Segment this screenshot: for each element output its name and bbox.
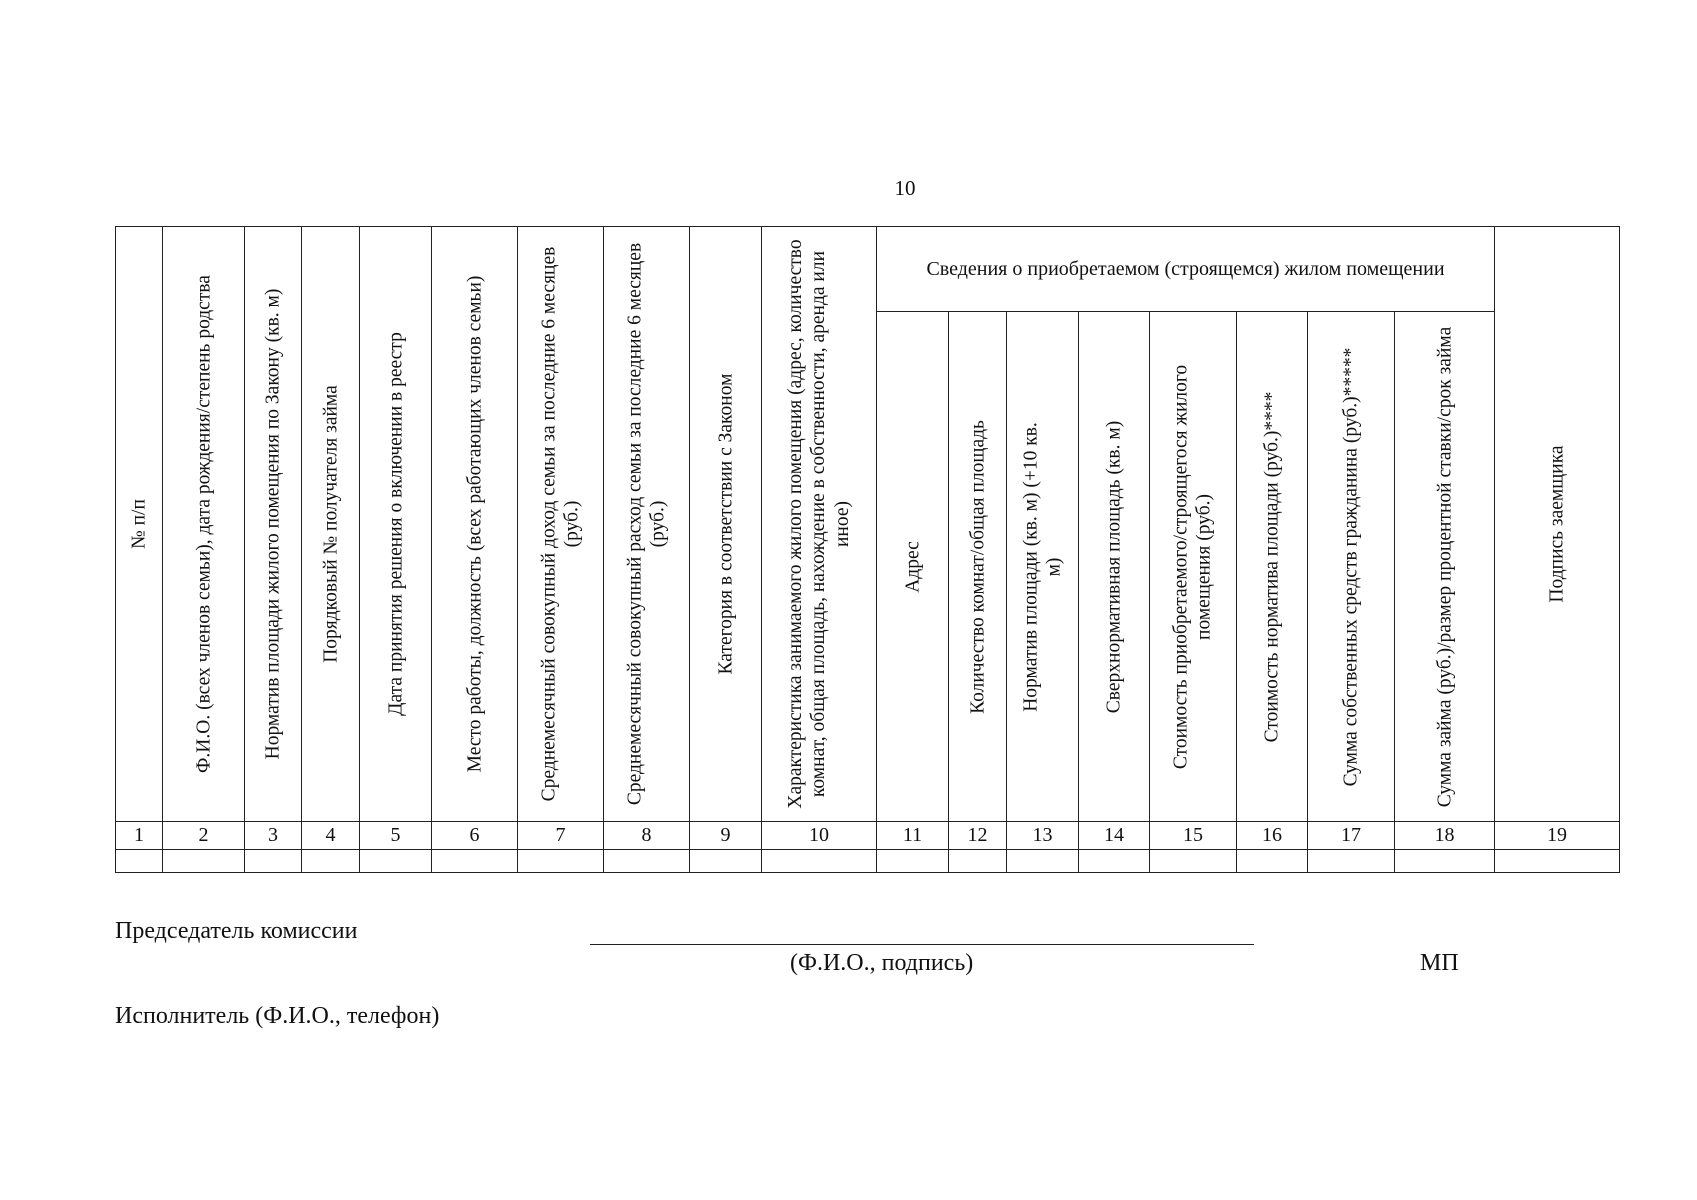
header-col-16: Стоимость норматива площади (руб.)**** — [1237, 312, 1308, 822]
column-number: 1 — [116, 822, 163, 850]
empty-cell — [432, 850, 518, 873]
column-number: 17 — [1308, 822, 1395, 850]
column-number: 10 — [762, 822, 877, 850]
header-col-3: Норматив площади жилого помещения по Закону (кв. м) — [245, 227, 302, 822]
group-header-dwelling: Сведения о приобретаемом (строящемся) жилом помещении — [877, 227, 1495, 312]
column-number: 16 — [1237, 822, 1308, 850]
empty-cell — [762, 850, 877, 873]
column-number: 13 — [1007, 822, 1079, 850]
column-number: 19 — [1495, 822, 1620, 850]
header-col-2: Ф.И.О. (всех членов семьи), дата рождения/степень родства — [163, 227, 245, 822]
empty-cell — [1237, 850, 1308, 873]
empty-cell — [163, 850, 245, 873]
empty-cell — [1150, 850, 1237, 873]
signature-line — [590, 944, 1254, 945]
empty-data-row — [116, 850, 1620, 873]
column-number: 11 — [877, 822, 949, 850]
empty-cell — [302, 850, 360, 873]
empty-cell — [518, 850, 604, 873]
header-col-12: Количество комнат/общая площадь — [949, 312, 1007, 822]
header-col-5: Дата принятия решения о включении в реестр — [360, 227, 432, 822]
header-col-13: Норматив площади (кв. м) (+10 кв. м) — [1007, 312, 1079, 822]
empty-cell — [1395, 850, 1495, 873]
header-col-11: Адрес — [877, 312, 949, 822]
empty-cell — [690, 850, 762, 873]
column-number: 6 — [432, 822, 518, 850]
column-number: 15 — [1150, 822, 1237, 850]
header-col-8: Среднемесячный совокупный расход семьи за последние 6 месяцев (руб.) — [604, 227, 690, 822]
header-col-6: Место работы, должность (всех работающих членов семьи) — [432, 227, 518, 822]
header-col-10: Характеристика занимаемого жилого помещения (адрес, количество комнат, общая площадь, нахождение в собственности, аренда или иное) — [762, 227, 877, 822]
header-col-15: Стоимость приобретаемого/строящегося жилого помещения (руб.) — [1150, 312, 1237, 822]
empty-cell — [1495, 850, 1620, 873]
column-number-row — [116, 822, 1620, 850]
column-number: 5 — [360, 822, 432, 850]
empty-cell — [877, 850, 949, 873]
signature-caption: (Ф.И.О., подпись) — [790, 950, 974, 976]
column-number: 2 — [163, 822, 245, 850]
page-number: 10 — [894, 176, 916, 200]
column-number: 18 — [1395, 822, 1495, 850]
empty-cell — [360, 850, 432, 873]
header-col-18: Сумма займа (руб.)/размер процентной ставки/срок займа — [1395, 312, 1495, 822]
header-col-19: Подпись заемщика — [1495, 227, 1620, 822]
empty-cell — [1308, 850, 1395, 873]
column-number: 3 — [245, 822, 302, 850]
column-number: 12 — [949, 822, 1007, 850]
executor-label: Исполнитель (Ф.И.О., телефон) — [115, 1003, 440, 1029]
column-number: 7 — [518, 822, 604, 850]
empty-cell — [116, 850, 163, 873]
empty-cell — [1007, 850, 1079, 873]
column-number: 8 — [604, 822, 690, 850]
stamp-label: МП — [1420, 950, 1459, 976]
empty-cell — [949, 850, 1007, 873]
column-number: 4 — [302, 822, 360, 850]
registry-table — [115, 226, 1620, 873]
header-col-1: № п/п — [116, 227, 163, 822]
header-col-4: Порядковый № получателя займа — [302, 227, 360, 822]
header-col-7: Среднемесячный совокупный доход семьи за последние 6 месяцев (руб.) — [518, 227, 604, 822]
column-number: 14 — [1079, 822, 1150, 850]
empty-cell — [1079, 850, 1150, 873]
empty-cell — [245, 850, 302, 873]
empty-cell — [604, 850, 690, 873]
header-col-9: Категория в соответствии с Законом — [690, 227, 762, 822]
column-number: 9 — [690, 822, 762, 850]
chairman-label: Председатель комиссии — [115, 918, 358, 944]
header-col-14: Сверхнормативная площадь (кв. м) — [1079, 312, 1150, 822]
header-col-17: Сумма собственных средств гражданина (руб.)***** — [1308, 312, 1395, 822]
